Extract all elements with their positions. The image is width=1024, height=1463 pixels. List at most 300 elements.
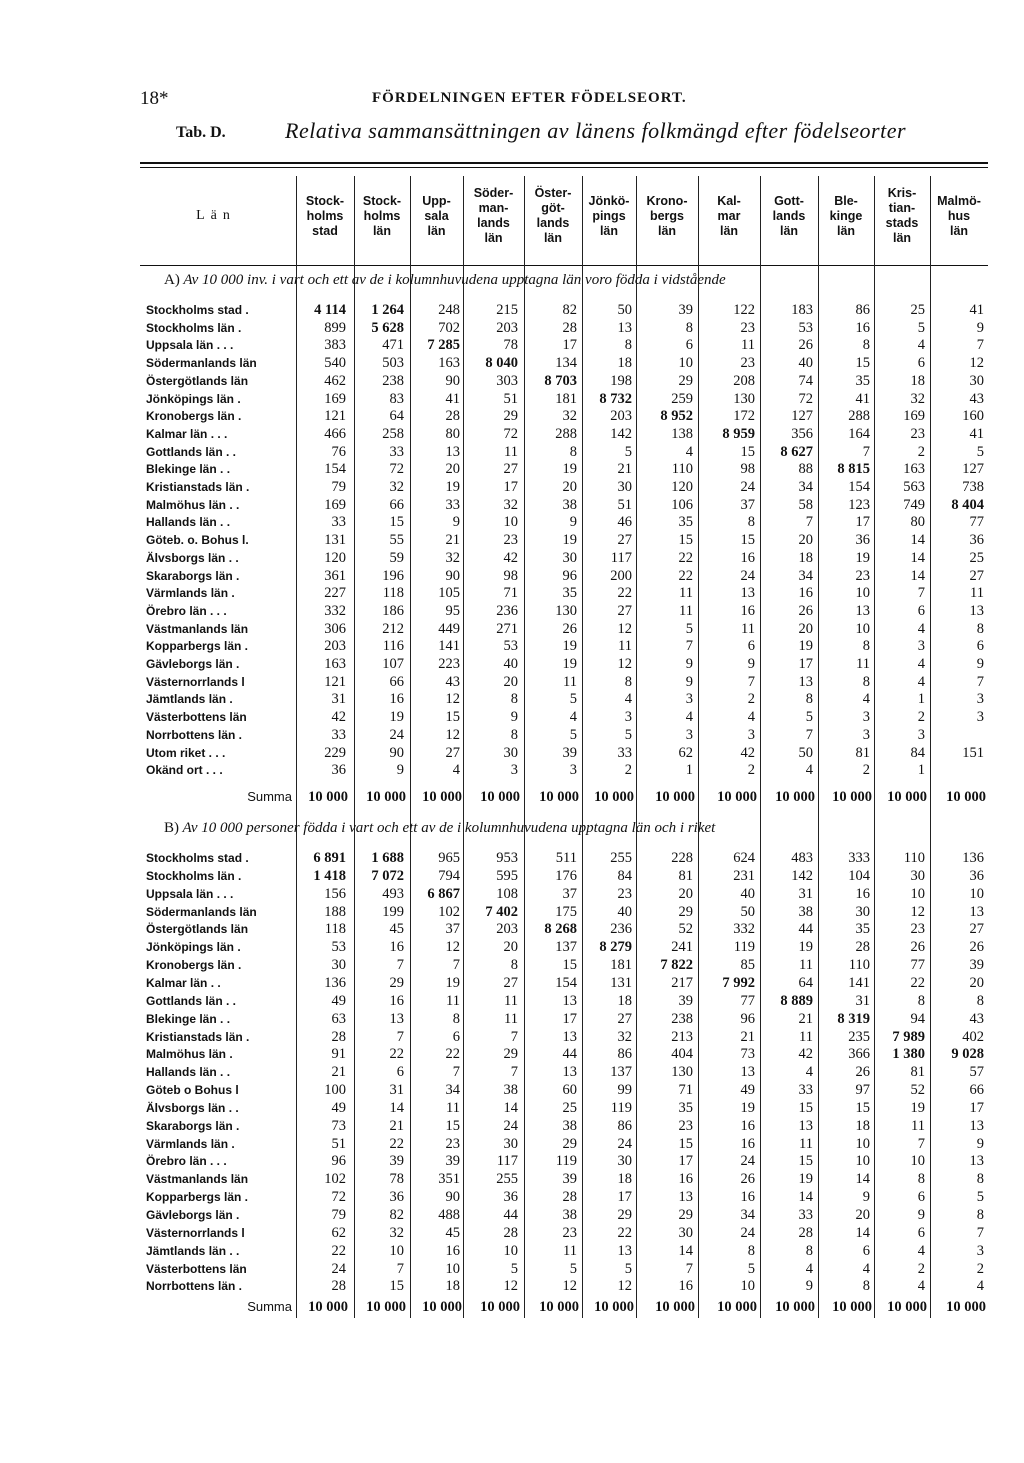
page-number: 18* <box>140 88 169 109</box>
table-cell: 137 <box>610 1064 632 1081</box>
table-cell: 17 <box>617 1189 632 1206</box>
table-cell: 57 <box>969 1064 984 1081</box>
table-cell: 23 <box>855 567 870 584</box>
table-cell: 13 <box>562 992 577 1009</box>
table-cell: 19 <box>389 709 404 726</box>
table-cell: 203 <box>324 638 346 655</box>
table-cell: 26 <box>798 602 813 619</box>
table-cell: 181 <box>610 957 632 974</box>
table-cell: 12 <box>503 1278 518 1295</box>
table-cell: 11 <box>970 585 984 602</box>
table-cell: 1 380 <box>892 1046 925 1063</box>
table-cell: 86 <box>855 302 870 318</box>
table-cell: 18 <box>445 1278 460 1295</box>
table-cell: 15 <box>445 709 460 726</box>
table-cell: 366 <box>848 1046 870 1063</box>
row-label: Stockholms län . <box>146 320 242 335</box>
table-cell: 241 <box>671 939 693 956</box>
table-cell: 24 <box>389 726 404 743</box>
table-cell: 236 <box>610 921 632 938</box>
table-cell: 3 <box>510 762 518 779</box>
row-label: Gottlands län . . <box>146 444 237 459</box>
table-cell: 20 <box>798 532 813 549</box>
table-cell: 6 <box>976 638 984 655</box>
table-cell: 102 <box>438 903 460 920</box>
table-cell: 6 <box>396 1064 404 1081</box>
table-cell: 12 <box>617 656 632 672</box>
sum-cell: 10 000 <box>946 789 986 805</box>
table-cell: 164 <box>848 425 870 442</box>
table-cell: 160 <box>962 408 984 425</box>
table-cell: 5 <box>569 1260 577 1277</box>
table-cell: 26 <box>798 337 813 354</box>
table-cell: 22 <box>389 1046 404 1063</box>
table-cell: 108 <box>496 885 518 902</box>
table-cell: 899 <box>324 319 346 336</box>
table-cell: 9 <box>747 656 755 672</box>
table-cell: 79 <box>331 1207 346 1223</box>
table-cell: 38 <box>798 903 813 920</box>
table-cell: 20 <box>798 620 813 637</box>
table-cell: 8 <box>747 514 755 531</box>
table-cell: 20 <box>678 885 693 902</box>
table-cell: 106 <box>671 496 693 513</box>
sum-cell: 10 000 <box>655 789 695 805</box>
sum-cell: 10 000 <box>775 789 815 805</box>
row-label: Blekinge län . . <box>146 462 231 477</box>
table-cell: 104 <box>848 867 870 884</box>
table-cell <box>932 726 984 744</box>
table-cell: 188 <box>324 903 346 920</box>
table-cell: 9 <box>685 673 693 690</box>
table-cell: 8 <box>510 957 518 974</box>
table-cell: 40 <box>740 885 755 902</box>
table-cell: 4 <box>917 656 925 672</box>
table-cell: 20 <box>969 974 984 991</box>
table-cell: 10 <box>910 885 925 902</box>
table-cell: 8 <box>862 638 870 655</box>
table-cell: 38 <box>562 1207 577 1223</box>
table-cell: 82 <box>389 1207 404 1223</box>
table-cell: 11 <box>741 337 755 354</box>
table-cell: 17 <box>562 1010 577 1027</box>
row-label: Södermanlands län <box>146 904 257 919</box>
sum-cell: 10 000 <box>946 1299 986 1315</box>
table-cell: 10 <box>910 1153 925 1170</box>
table-cell: 9 <box>396 762 404 779</box>
table-cell: 14 <box>503 1099 518 1116</box>
table-cell: 8 268 <box>544 921 577 938</box>
table-cell: 96 <box>331 1153 346 1170</box>
table-cell: 46 <box>617 514 632 531</box>
table-cell: 78 <box>503 337 518 354</box>
table-cell: 21 <box>798 1010 813 1027</box>
table-cell: 14 <box>855 1171 870 1188</box>
top-rule-thick <box>140 162 988 164</box>
column-header-6: Jönkö- pings län <box>588 193 630 238</box>
table-cell: 81 <box>678 867 693 884</box>
table-cell: 5 <box>569 691 577 708</box>
table-cell: 13 <box>445 443 460 460</box>
sum-cell: 10 000 <box>539 789 579 805</box>
table-cell: 49 <box>331 1099 346 1116</box>
running-head: FÖRDELNINGEN EFTER FÖDELSEORT. <box>372 90 687 106</box>
table-cell: 351 <box>438 1171 460 1188</box>
table-cell: 141 <box>848 974 870 991</box>
table-cell: 4 <box>805 1064 813 1081</box>
table-cell: 39 <box>389 1153 404 1170</box>
table-cell: 1 <box>917 762 925 779</box>
table-cell: 59 <box>389 549 404 566</box>
table-cell: 223 <box>438 656 460 672</box>
sum-cell: 10 000 <box>887 789 927 805</box>
table-cell: 235 <box>848 1028 870 1045</box>
table-cell: 11 <box>856 656 870 672</box>
table-cell: 19 <box>798 1171 813 1188</box>
table-cell: 11 <box>911 1117 925 1134</box>
table-cell: 53 <box>503 638 518 655</box>
table-cell: 36 <box>503 1189 518 1206</box>
table-cell <box>932 761 984 779</box>
row-label: Gävleborgs län . <box>146 1208 240 1222</box>
table-cell: 23 <box>445 1135 460 1152</box>
row-label: Hallands län . . <box>146 515 231 530</box>
table-cell: 1 <box>917 691 925 708</box>
column-header-11: Kris- tian- stads län <box>885 186 919 245</box>
table-cell: 138 <box>671 425 693 442</box>
table-cell: 11 <box>446 1099 460 1116</box>
table-cell: 36 <box>331 762 346 779</box>
table-cell: 41 <box>969 302 984 318</box>
table-cell: 72 <box>331 1189 346 1206</box>
table-cell: 11 <box>446 992 460 1009</box>
table-cell: 9 <box>862 1189 870 1206</box>
table-cell: 172 <box>733 408 755 425</box>
row-label: Kronobergs län . <box>146 958 242 973</box>
table-cell: 3 <box>862 709 870 726</box>
table-cell: 32 <box>562 408 577 425</box>
table-cell: 215 <box>496 302 518 318</box>
table-cell: 8 319 <box>837 1010 870 1027</box>
table-cell: 38 <box>562 496 577 513</box>
table-cell: 105 <box>438 585 460 602</box>
table-cell: 271 <box>496 620 518 637</box>
table-cell: 51 <box>331 1135 346 1152</box>
table-cell: 488 <box>438 1207 460 1223</box>
column-separator <box>354 176 355 1318</box>
table-cell: 52 <box>910 1082 925 1099</box>
row-label: Värmlands län . <box>146 586 235 601</box>
table-cell: 64 <box>389 408 404 425</box>
table-cell: 30 <box>969 372 984 389</box>
table-cell: 22 <box>617 1224 632 1241</box>
column-header-7: Krono- bergs län <box>646 193 688 238</box>
table-cell: 30 <box>678 1224 693 1241</box>
table-cell: 39 <box>969 957 984 974</box>
table-cell: 306 <box>324 620 346 637</box>
table-cell: 9 <box>976 656 984 672</box>
row-label: Västmanlands län <box>146 621 249 636</box>
table-cell: 102 <box>324 1171 346 1188</box>
table-cell: 76 <box>331 443 346 460</box>
table-cell: 20 <box>503 673 518 690</box>
table-cell: 8 <box>917 992 925 1009</box>
table-cell: 86 <box>617 1046 632 1063</box>
table-cell: 64 <box>798 974 813 991</box>
table-cell: 24 <box>740 567 755 584</box>
section-a-text: Av 10 000 inv. i vart och ett av de i kolumnhuvudena upptagna län voro födda i vidstående <box>183 272 726 288</box>
table-cell: 7 <box>747 673 755 690</box>
table-cell: 8 <box>805 691 813 708</box>
table-cell: 53 <box>798 319 813 336</box>
table-cell: 471 <box>382 337 404 354</box>
table-cell: 142 <box>610 425 632 442</box>
table-cell: 7 <box>396 1028 404 1045</box>
table-cell: 50 <box>798 744 813 761</box>
table-cell: 51 <box>503 390 518 407</box>
table-cell: 19 <box>445 479 460 495</box>
column-header-3: Upp- sala län <box>422 193 451 238</box>
table-cell: 42 <box>798 1046 813 1063</box>
table-cell: 11 <box>618 638 632 655</box>
table-cell: 169 <box>324 496 346 513</box>
table-cell: 12 <box>910 903 925 920</box>
table-cell: 16 <box>855 885 870 902</box>
table-cell: 7 <box>452 957 460 974</box>
table-cell: 10 <box>855 620 870 637</box>
table-cell: 17 <box>798 656 813 672</box>
table-cell: 15 <box>798 1099 813 1116</box>
table-cell: 32 <box>445 549 460 566</box>
table-cell: 22 <box>678 567 693 584</box>
table-cell: 13 <box>617 319 632 336</box>
table-cell: 121 <box>324 408 346 425</box>
table-cell: 4 <box>624 691 632 708</box>
table-cell: 15 <box>389 514 404 531</box>
table-cell: 24 <box>331 1260 346 1277</box>
table-cell: 120 <box>324 549 346 566</box>
table-cell: 22 <box>678 549 693 566</box>
table-cell: 3 <box>624 709 632 726</box>
row-label: Skaraborgs län . <box>146 1118 240 1133</box>
table-cell: 15 <box>740 532 755 549</box>
table-cell: 15 <box>445 1117 460 1134</box>
table-cell: 130 <box>733 390 755 407</box>
row-label: Malmöhus län . . <box>146 497 240 512</box>
table-cell: 21 <box>617 461 632 478</box>
table-cell: 19 <box>910 1099 925 1116</box>
table-cell: 98 <box>740 461 755 478</box>
column-separator <box>582 176 583 1318</box>
table-cell: 13 <box>855 602 870 619</box>
table-cell: 29 <box>617 1207 632 1223</box>
table-cell: 16 <box>678 1278 693 1295</box>
table-cell: 228 <box>671 850 693 866</box>
table-cell: 39 <box>678 302 693 318</box>
table-cell: 25 <box>562 1099 577 1116</box>
table-cell: 200 <box>610 567 632 584</box>
table-cell: 7 <box>805 514 813 531</box>
table-cell: 8 815 <box>837 461 870 478</box>
table-cell: 18 <box>617 355 632 372</box>
table-cell: 7 <box>917 585 925 602</box>
table-cell: 100 <box>324 1082 346 1099</box>
table-cell: 34 <box>740 1207 755 1223</box>
table-cell: 156 <box>324 885 346 902</box>
sum-cell: 10 000 <box>308 789 348 805</box>
table-cell: 15 <box>855 1099 870 1116</box>
table-cell: 217 <box>671 974 693 991</box>
table-cell: 118 <box>382 585 404 602</box>
table-cell: 22 <box>910 974 925 991</box>
table-cell: 238 <box>382 372 404 389</box>
table-cell: 53 <box>331 939 346 956</box>
table-cell: 39 <box>562 744 577 761</box>
table-cell: 60 <box>562 1082 577 1099</box>
table-cell: 13 <box>617 1242 632 1259</box>
table-cell: 4 <box>862 691 870 708</box>
table-cell: 22 <box>331 1242 346 1259</box>
table-cell: 49 <box>331 992 346 1009</box>
table-cell: 77 <box>740 992 755 1009</box>
sum-label: Summa <box>247 789 292 804</box>
table-cell: 199 <box>382 903 404 920</box>
table-cell: 466 <box>324 425 346 442</box>
table-cell: 123 <box>848 496 870 513</box>
table-cell: 66 <box>969 1082 984 1099</box>
table-cell: 11 <box>504 992 518 1009</box>
table-cell: 196 <box>382 567 404 584</box>
table-cell: 122 <box>733 302 755 318</box>
table-cell: 4 <box>685 443 693 460</box>
table-cell: 236 <box>496 602 518 619</box>
table-cell: 16 <box>855 319 870 336</box>
table-cell: 31 <box>798 885 813 902</box>
table-cell: 449 <box>438 620 460 637</box>
table-cell: 7 992 <box>722 974 755 991</box>
table-cell: 136 <box>962 850 984 866</box>
table-cell: 11 <box>504 443 518 460</box>
table-cell: 107 <box>382 656 404 672</box>
table-cell: 483 <box>791 850 813 866</box>
table-cell: 8 <box>917 1171 925 1188</box>
table-cell: 36 <box>389 1189 404 1206</box>
table-cell: 12 <box>445 691 460 708</box>
table-cell: 4 <box>976 1278 984 1295</box>
table-cell: 540 <box>324 355 346 372</box>
table-cell: 8 <box>747 1242 755 1259</box>
sum-cell: 10 000 <box>594 1299 634 1315</box>
table-cell: 3 <box>917 638 925 655</box>
table-cell: 16 <box>740 602 755 619</box>
table-cell: 32 <box>389 1224 404 1241</box>
table-label: Tab. D. <box>176 124 226 141</box>
table-cell: 37 <box>740 496 755 513</box>
stub-header: Län <box>196 208 236 223</box>
table-cell: 73 <box>740 1046 755 1063</box>
table-cell: 13 <box>798 1117 813 1134</box>
table-cell: 8 279 <box>599 939 632 956</box>
table-cell: 19 <box>445 974 460 991</box>
table-cell: 33 <box>798 1207 813 1223</box>
column-header-12: Malmö- hus län <box>937 193 981 238</box>
table-cell: 794 <box>438 867 460 884</box>
table-cell: 14 <box>855 1224 870 1241</box>
table-cell: 88 <box>798 461 813 478</box>
table-cell: 9 <box>976 1135 984 1152</box>
table-cell: 30 <box>331 957 346 974</box>
table-cell: 29 <box>678 372 693 389</box>
table-cell: 6 867 <box>427 885 460 902</box>
sum-cell: 10 000 <box>480 1299 520 1315</box>
table-cell: 33 <box>617 744 632 761</box>
table-cell: 255 <box>496 1171 518 1188</box>
table-cell: 238 <box>671 1010 693 1027</box>
table-cell: 203 <box>496 319 518 336</box>
table-cell: 17 <box>503 479 518 495</box>
table-cell: 10 <box>389 1242 404 1259</box>
table-cell: 11 <box>679 602 693 619</box>
table-cell: 29 <box>678 1207 693 1223</box>
table-cell: 595 <box>496 867 518 884</box>
table-cell: 22 <box>445 1046 460 1063</box>
table-cell: 84 <box>617 867 632 884</box>
table-cell: 3 <box>917 726 925 743</box>
table-cell: 97 <box>855 1082 870 1099</box>
table-cell: 43 <box>969 390 984 407</box>
column-separator <box>410 176 411 1318</box>
table-cell: 6 <box>917 602 925 619</box>
row-label: Kalmar län . . . <box>146 426 228 441</box>
table-cell: 7 <box>805 726 813 743</box>
table-cell: 37 <box>562 885 577 902</box>
table-cell: 120 <box>671 479 693 495</box>
table-cell: 5 <box>747 1260 755 1277</box>
table-cell: 10 <box>678 355 693 372</box>
table-cell: 32 <box>910 390 925 407</box>
table-cell: 7 <box>510 1064 518 1081</box>
table-cell: 4 <box>917 620 925 637</box>
table-cell: 4 <box>917 1242 925 1259</box>
row-label: Göteb. o. Bohus l. <box>146 533 249 548</box>
table-cell: 6 <box>917 1224 925 1241</box>
section-b-prefix: B) <box>164 820 179 836</box>
table-cell: 28 <box>503 1224 518 1241</box>
row-label: Stockholms stad . <box>146 851 249 865</box>
row-label: Stockholms län . <box>146 868 242 883</box>
table-cell: 19 <box>855 549 870 566</box>
table-cell: 72 <box>389 461 404 478</box>
table-cell: 121 <box>324 673 346 690</box>
table-cell: 27 <box>503 461 518 478</box>
table-cell: 2 <box>917 1260 925 1277</box>
table-cell: 32 <box>503 496 518 513</box>
row-label: Södermanlands län <box>146 356 257 371</box>
table-cell: 163 <box>324 656 346 672</box>
table-cell: 163 <box>438 355 460 372</box>
row-label: Västernorrlands l <box>146 1225 245 1240</box>
table-cell: 27 <box>503 974 518 991</box>
sum-cell: 10 000 <box>832 789 872 805</box>
table-cell: 163 <box>903 461 925 478</box>
table-cell: 90 <box>445 372 460 389</box>
table-cell: 13 <box>969 1117 984 1134</box>
table-cell: 965 <box>438 850 460 866</box>
row-label: Örebro län . . . <box>146 1154 227 1169</box>
row-label: Stockholms stad . <box>146 303 249 317</box>
table-cell: 16 <box>678 1171 693 1188</box>
table-cell: 7 <box>976 673 984 690</box>
